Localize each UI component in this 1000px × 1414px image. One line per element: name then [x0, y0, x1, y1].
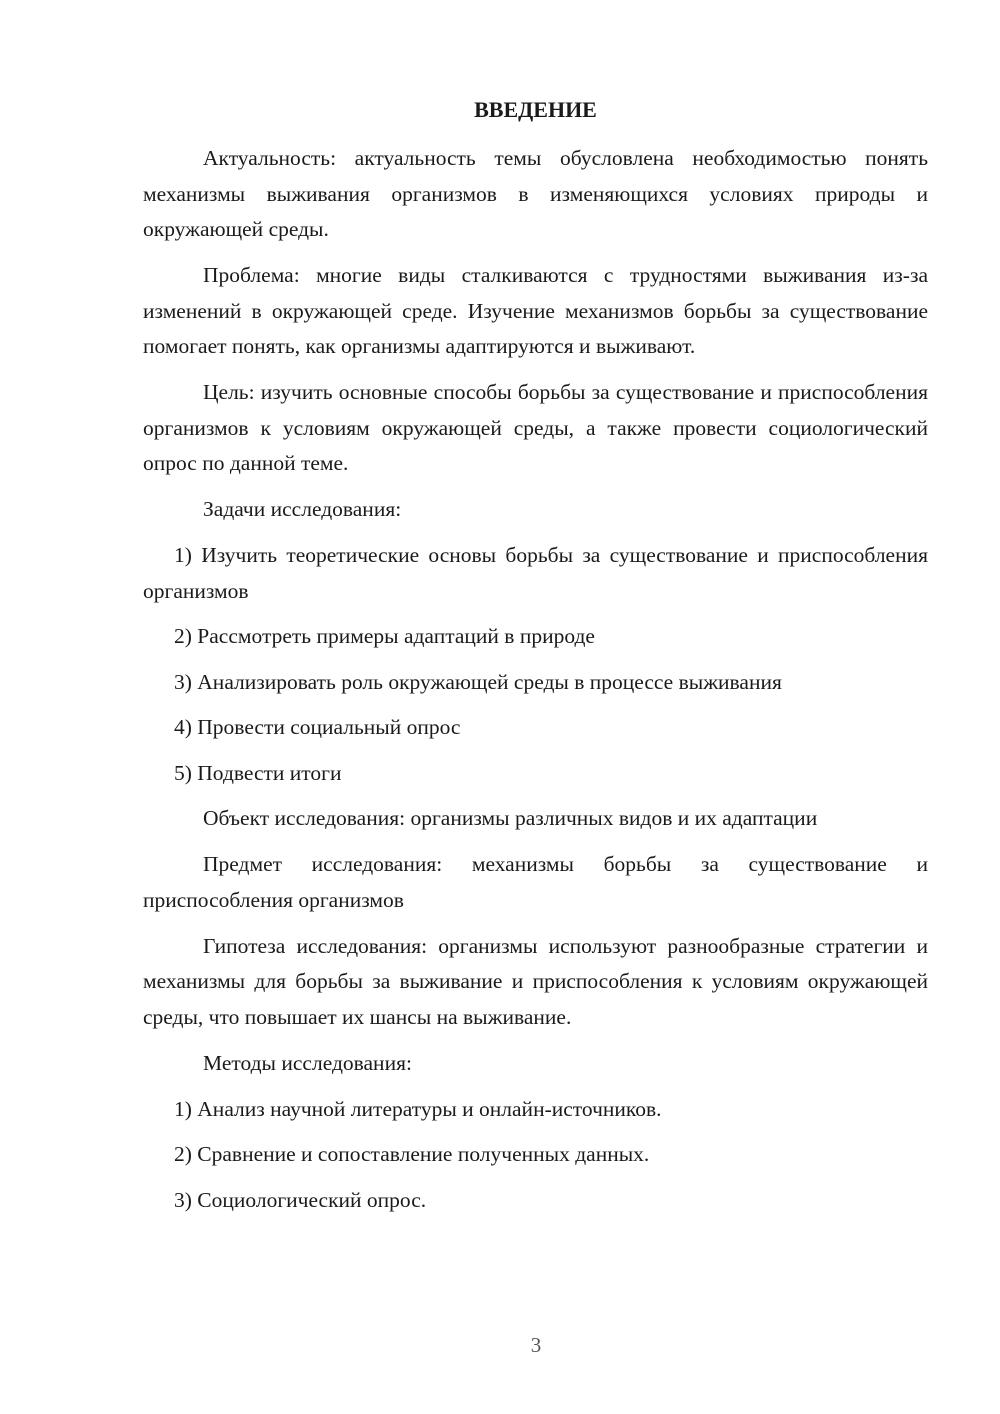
task-item: 1) Изучить теоретические основы борьбы за существование и приспособления организмов: [143, 543, 928, 603]
method-item: 3) Социологический опрос.: [174, 1187, 427, 1212]
goal-paragraph: Цель: изучить основные способы борьбы за существование и приспособления организмов к условиям окружающей среды, а также провести социологический опрос по данной теме.: [143, 380, 928, 475]
task-item: 3) Анализировать роль окружающей среды в процессе выживания: [174, 669, 782, 694]
task-item: 4) Провести социальный опрос: [174, 715, 461, 739]
problem-paragraph: Проблема: многие виды сталкиваются с трудностями выживания из-за изменений в окружающей среде. Изучение механизмов борьбы за существование помогает понять, как организмы адаптируются и выживают.: [143, 263, 928, 358]
hypothesis-paragraph: Гипотеза исследования: организмы используют разнообразные стратегии и механизмы для борьбы за выживание и приспособления к условиям окружающей среды, что повышает их шансы на выживание.: [143, 933, 928, 1029]
task-item: 5) Подвести итоги: [174, 760, 342, 785]
page-number: 3: [530, 1333, 542, 1357]
object-paragraph: Объект исследования: организмы различных видов и их адаптации: [203, 806, 818, 830]
actuality-paragraph: Актуальность: актуальность темы обусловлена необходимостью понять механизмы выживания организмов в изменяющихся условиях природы и окружающей среды.: [143, 146, 928, 241]
method-item: 2) Сравнение и сопоставление полученных данных.: [174, 1142, 650, 1166]
method-item: 1) Анализ научной литературы и онлайн-источников.: [174, 1096, 662, 1121]
subject-paragraph: Предмет исследования: механизмы борьбы за существование и приспособления организмов: [143, 852, 928, 912]
methods-heading: Методы исследования:: [203, 1050, 412, 1075]
task-item: 2) Рассмотреть примеры адаптаций в природе: [174, 624, 595, 648]
document-page: [143, 92, 928, 1228]
section-title: ВВЕДЕНИЕ: [474, 97, 597, 122]
tasks-heading: Задачи исследования:: [203, 497, 402, 521]
